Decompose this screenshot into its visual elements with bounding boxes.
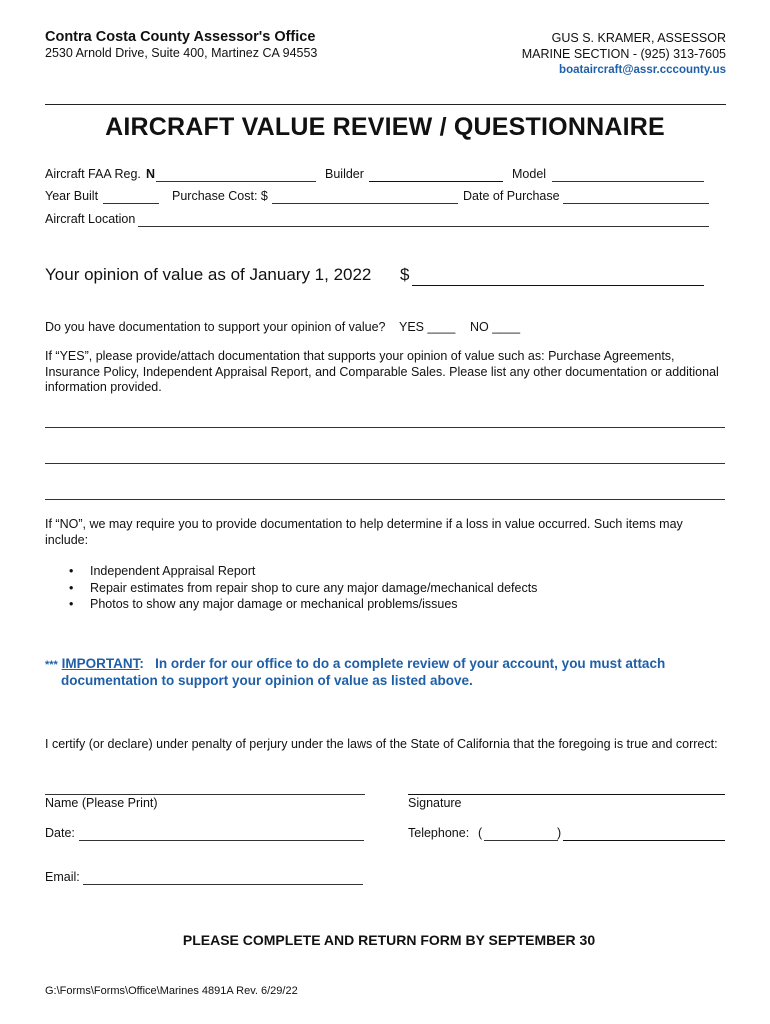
telephone-label: Telephone: <box>408 826 470 840</box>
office-address: 2530 Arnold Drive, Suite 400, Martinez CA 94553 <box>45 46 318 60</box>
telephone-paren-close: ) <box>557 826 562 840</box>
return-deadline: PLEASE COMPLETE AND RETURN FORM BY SEPTEMBER 30 <box>182 932 596 948</box>
additional-info-line-1[interactable] <box>45 427 725 428</box>
marine-section-phone: MARINE SECTION - (925) 313-7605 <box>521 47 726 61</box>
date-of-purchase-field[interactable] <box>563 203 709 204</box>
important-text-line2: documentation to support your opinion of value as listed above. <box>61 673 473 688</box>
telephone-number-field[interactable] <box>563 840 725 841</box>
if-no-instructions: If “NO”, we may require you to provide documentation to help determine if a loss in value occurred. Such items may include: <box>45 517 683 547</box>
faa-reg-prefix: N <box>146 167 156 181</box>
important-label: IMPORTANT <box>61 656 140 671</box>
aircraft-location-field[interactable] <box>138 226 709 227</box>
email-label: Email: <box>45 870 80 884</box>
additional-info-line-3[interactable] <box>45 499 725 500</box>
list-item: • Photos to show any major damage or mechanical problems/issues <box>69 597 458 611</box>
important-colon: : <box>139 656 144 671</box>
yes-option[interactable]: YES ____ <box>399 320 456 334</box>
model-field[interactable] <box>552 181 704 182</box>
faa-reg-field[interactable] <box>156 181 316 182</box>
certification-statement: I certify (or declare) under penalty of perjury under the laws of the State of California that the foregoing is true and correct: <box>45 737 718 751</box>
name-label: Name (Please Print) <box>45 796 158 810</box>
additional-info-line-2[interactable] <box>45 463 725 464</box>
if-yes-instructions: If “YES”, please provide/attach documentation that supports your opinion of value such as: Purchase Agreements, Insurance Policy, Independent Appraisal Report, and Comparable Sales. Please list any other documentation or additional information provided. <box>45 349 719 394</box>
form-id: G:\Forms\Forms\Office\Marines 4891A Rev. 6/29/22 <box>45 985 298 997</box>
model-label: Model <box>512 167 547 181</box>
bullet-icon: • <box>69 564 74 578</box>
year-built-label: Year Built <box>45 189 99 203</box>
list-item: • Repair estimates from repair shop to cure any major damage/mechanical defects <box>69 580 538 595</box>
date-label: Date: <box>45 826 75 840</box>
no-option[interactable]: NO ____ <box>470 320 521 334</box>
opinion-of-value-field[interactable] <box>412 285 704 286</box>
contact-email-link[interactable]: boataircraft@assr.cccounty.us <box>559 64 726 76</box>
date-of-purchase-label: Date of Purchase <box>463 189 560 203</box>
builder-label: Builder <box>325 167 364 181</box>
form-title: AIRCRAFT VALUE REVIEW / QUESTIONNAIRE <box>105 113 665 141</box>
signature-field[interactable] <box>408 794 725 795</box>
email-field[interactable] <box>83 884 363 885</box>
assessor-name: GUS S. KRAMER, ASSESSOR <box>551 31 726 45</box>
name-field[interactable] <box>45 794 365 795</box>
bullet-icon: • <box>69 597 74 611</box>
telephone-area-code-field[interactable] <box>484 840 558 841</box>
builder-field[interactable] <box>369 181 503 182</box>
signature-label: Signature <box>408 796 462 810</box>
faa-reg-label: Aircraft FAA Reg. <box>45 167 141 181</box>
office-name: Contra Costa County Assessor's Office <box>45 29 316 45</box>
opinion-currency: $ <box>400 265 410 284</box>
header-divider <box>45 104 726 105</box>
telephone-paren-open: ( <box>478 826 483 840</box>
aircraft-location-label: Aircraft Location <box>45 212 136 226</box>
important-stars: *** <box>45 659 58 671</box>
year-built-field[interactable] <box>103 203 159 204</box>
opinion-of-value-label: Your opinion of value as of January 1, 2022 <box>45 265 372 284</box>
purchase-cost-field[interactable] <box>272 203 458 204</box>
purchase-cost-label: Purchase Cost: $ <box>172 189 268 203</box>
date-field[interactable] <box>79 840 364 841</box>
documentation-question: Do you have documentation to support your opinion of value? <box>45 320 386 334</box>
important-text-line1: In order for our office to do a complete review of your account, you must attach <box>155 656 666 671</box>
bullet-icon: • <box>69 580 74 595</box>
list-item: • Independent Appraisal Report <box>69 564 256 578</box>
required-items-list <box>45 563 537 613</box>
